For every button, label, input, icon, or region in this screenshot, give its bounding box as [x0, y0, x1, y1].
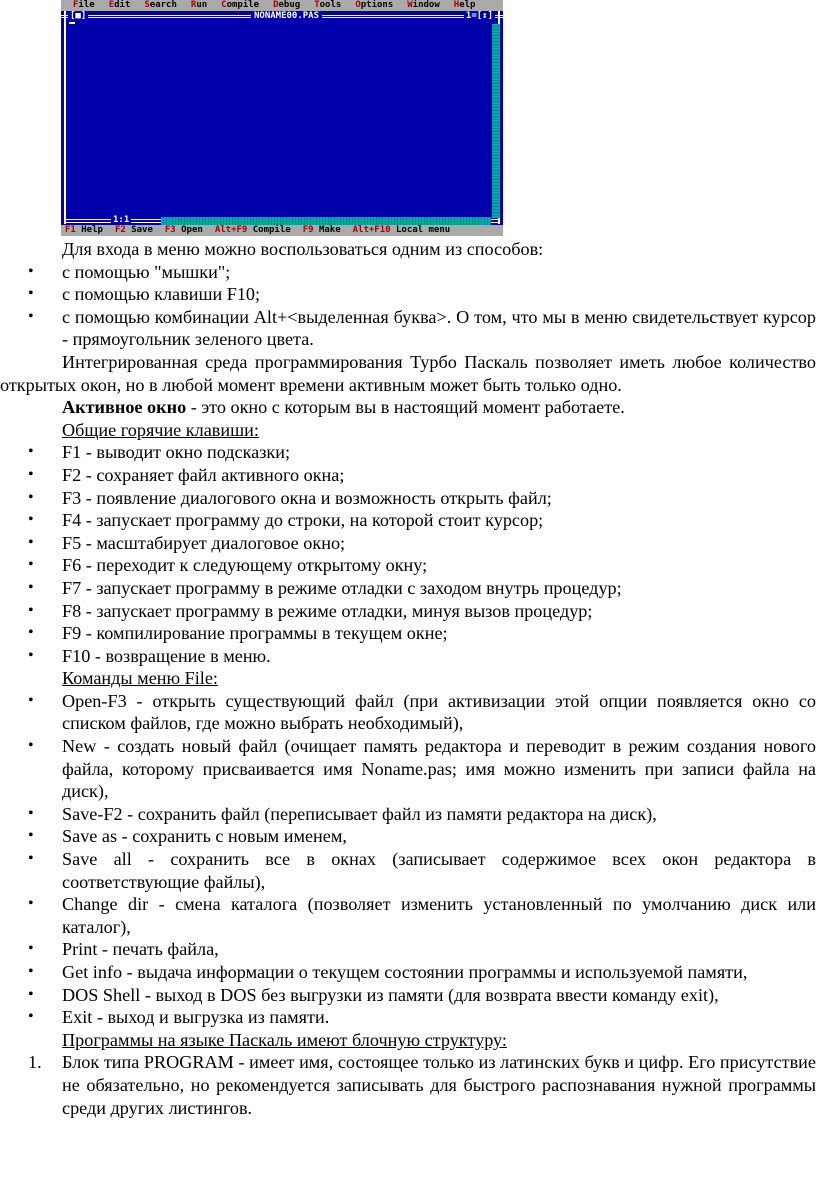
- bullet-icon: •: [28, 624, 34, 642]
- document-body: [0, 238, 816, 1119]
- bullet-icon: •: [28, 646, 34, 664]
- block-structure-list: [0, 1051, 816, 1119]
- bullet-icon: •: [28, 556, 34, 574]
- list-item: • F3 - появление диалогового окна и возможность открыть файл;: [28, 487, 552, 508]
- list-item: • с помощью клавиши F10;: [28, 284, 261, 305]
- list-item: • с помощью "мышки";: [28, 261, 231, 282]
- active-window-term: Активное окно: [62, 397, 187, 418]
- list-item: • F2 - сохраняет файл активного окна;: [28, 464, 345, 485]
- menu-compile[interactable]: Compile: [221, 0, 260, 10]
- menu-debug[interactable]: Debug: [273, 0, 301, 10]
- bullet-icon: •: [28, 465, 34, 483]
- menu-edit[interactable]: Edit: [108, 0, 131, 10]
- list-item: • с помощью комбинации Alt+<выделенная буква>. О том, что мы в меню свидетельствует курсор - прямоугольник зеленого цвета.: [28, 306, 816, 350]
- hotkeys-heading: Общие горячие клавиши:: [62, 419, 259, 440]
- list-item: • F8 - запускает программу в режиме отладки, минуя вызов процедур;: [28, 600, 593, 621]
- menu-file[interactable]: File: [73, 0, 95, 10]
- block-structure-heading: Программы на языке Паскаль имеют блочную структуру:: [62, 1029, 507, 1050]
- menu-access-list: [0, 261, 816, 351]
- bullet-icon: •: [28, 511, 34, 529]
- list-item: • DOS Shell - выход в DOS без выгрузки из памяти (для возврата ввести команду exit),: [28, 984, 719, 1005]
- menu-tools[interactable]: Tools: [314, 0, 342, 10]
- list-number: 1.: [28, 1052, 42, 1073]
- bullet-icon: •: [28, 443, 34, 461]
- bullet-icon: •: [28, 307, 34, 325]
- menu-window[interactable]: Window: [407, 0, 440, 10]
- status-altf10-local-menu[interactable]: Alt+F10 Local menu: [352, 225, 451, 235]
- list-item: • F4 - запускает программу до строки, на которой стоит курсор;: [28, 510, 544, 531]
- list-item: • Change dir - смена каталога (позволяет изменить установленный по умолчанию диск или каталог),: [28, 894, 816, 937]
- active-window-paragraph: [0, 396, 816, 419]
- bullet-icon: •: [28, 601, 34, 619]
- status-f1-help[interactable]: F1 Help: [65, 225, 103, 235]
- bullet-icon: •: [28, 578, 34, 596]
- ide-paragraph: Интегрированная среда программирования Турбо Паскаль позволяет иметь любое количество открытых окон, но в любой момент времени активным может быть только одно.: [0, 351, 816, 395]
- list-item: • Get info - выдача информации о текущем состоянии программы и используемой памяти,: [28, 962, 748, 982]
- list-item: • F7 - запускает программу в режиме отладки с заходом внутрь процедур;: [28, 577, 622, 598]
- horizontal-scrollbar[interactable]: [161, 217, 491, 225]
- list-item: • Print - печать файла,: [28, 939, 219, 960]
- menu-options[interactable]: Options: [355, 0, 394, 10]
- list-item: • Save all - сохранить все в окнах (записывает содержимое всех окон редактора в соответствующие файлы),: [28, 849, 816, 892]
- menu-run[interactable]: Run: [190, 0, 208, 10]
- turbo-pascal-screenshot: [61, 0, 503, 236]
- list-item: • F9 - компилирование программы в текущем окне;: [28, 623, 448, 644]
- menu-search[interactable]: Search: [144, 0, 177, 10]
- list-item: • F5 - масштабирует диалоговое окно;: [28, 532, 346, 553]
- window-zoom-icon[interactable]: 1=[↕]: [465, 11, 493, 21]
- bullet-icon: •: [28, 691, 34, 709]
- text-cursor: [69, 22, 75, 24]
- bullet-icon: •: [28, 262, 34, 280]
- status-f9-make[interactable]: F9 Make: [302, 225, 341, 235]
- bullet-icon: •: [28, 827, 34, 845]
- list-item: • F10 - возвращение в меню.: [28, 645, 271, 666]
- bullet-icon: •: [28, 488, 34, 506]
- file-commands-list: [0, 690, 816, 1029]
- bullet-icon: •: [28, 895, 34, 913]
- list-item: • F6 - переходит к следующему открытому окну;: [28, 555, 428, 576]
- menu-bar: [61, 0, 503, 11]
- bullet-icon: •: [28, 940, 34, 958]
- status-bar: [61, 225, 503, 236]
- list-item: • Save-F2 - сохранить файл (переписывает файл из памяти редактора на диск),: [28, 803, 657, 824]
- status-f3-open[interactable]: F3 Open: [164, 225, 203, 235]
- bullet-icon: •: [28, 737, 34, 755]
- vertical-scrollbar[interactable]: [492, 24, 500, 218]
- window-close-icon[interactable]: [■]: [70, 11, 87, 21]
- file-menu-heading: Команды меню File:: [62, 668, 218, 689]
- list-item: • New - создать новый файл (очищает память редактора и переводит в режим создания нового файла, которому присваивается имя Noname.pas; имя можно изменить при записи файла на диск),: [28, 736, 816, 802]
- status-altf9-compile[interactable]: Alt+F9 Compile: [214, 225, 291, 235]
- bullet-icon: •: [28, 533, 34, 551]
- list-item: • F1 - выводит окно подсказки;: [28, 442, 291, 463]
- hotkeys-list: [0, 441, 816, 667]
- editor-window-title: NONAME00.PAS: [251, 12, 322, 21]
- active-window-definition: - это окно с которым вы в настоящий момент работаете.: [186, 397, 625, 418]
- intro-paragraph: Для входа в меню можно воспользоваться одним из способов:: [62, 239, 544, 259]
- bullet-icon: •: [28, 963, 34, 980]
- bullet-icon: •: [28, 1008, 34, 1026]
- cursor-position: 1:1: [113, 215, 130, 225]
- list-item: 1. Блок типа PROGRAM - имеет имя, состоящее только из латинских букв и цифр. Его присутствие не обязательно, но рекомендуется записывать для быстрого распознавания нужной программы среди других листингов.: [28, 1052, 816, 1118]
- menu-help[interactable]: Help: [453, 0, 476, 10]
- list-item: • Save as - сохранить с новым именем,: [28, 826, 347, 847]
- list-item: • Exit - выход и выгрузка из памяти.: [28, 1007, 330, 1028]
- list-item: • Open-F3 - открыть существующий файл (при активизации этой опции появляется окно со списком файлов, где можно выбрать необходимый),: [28, 690, 816, 734]
- bullet-icon: •: [28, 804, 34, 822]
- editor-window-frame: [64, 11, 500, 224]
- status-f2-save[interactable]: F2 Save: [114, 225, 153, 235]
- bullet-icon: •: [28, 850, 34, 868]
- bullet-icon: •: [28, 985, 34, 1003]
- bullet-icon: •: [28, 285, 34, 303]
